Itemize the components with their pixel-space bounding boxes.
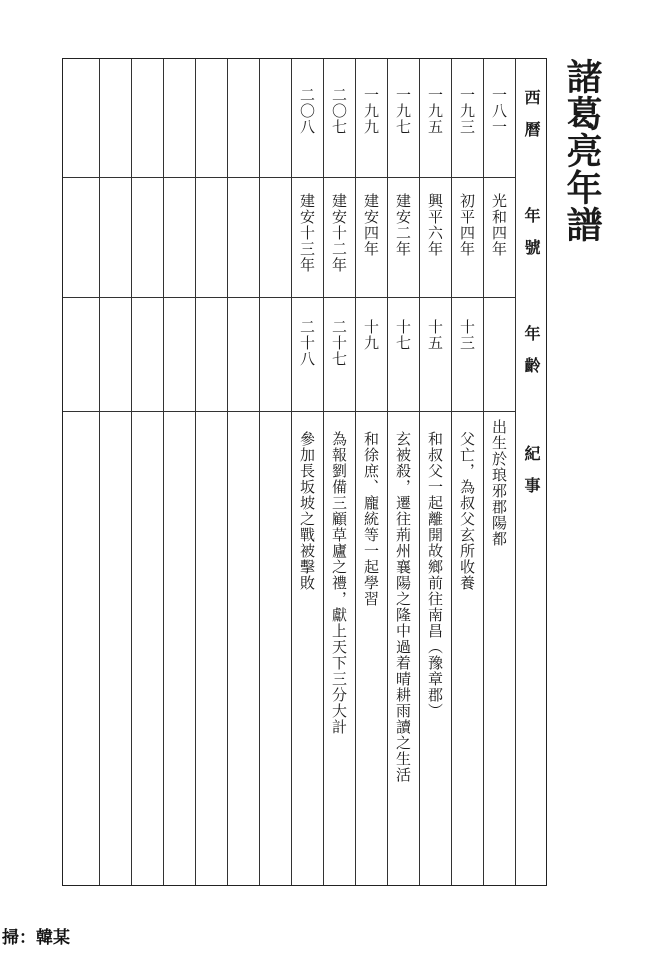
column-divider xyxy=(99,59,100,885)
column-divider xyxy=(387,59,388,885)
year-cell: 一九三 xyxy=(458,87,476,135)
page-title: 諸葛亮年譜 xyxy=(561,58,603,243)
era-cell: 建安二年 xyxy=(394,193,412,257)
column-divider xyxy=(195,59,196,885)
event-cell: 參加長坂坡之戰被擊敗 xyxy=(298,431,316,591)
field-divider xyxy=(63,297,515,298)
year-cell: 一九七 xyxy=(394,87,412,135)
header-age: 年 齡 xyxy=(522,325,541,373)
field-divider xyxy=(63,177,515,178)
era-cell: 光和四年 xyxy=(490,193,508,257)
column-divider xyxy=(259,59,260,885)
column-divider xyxy=(355,59,356,885)
column-divider xyxy=(451,59,452,885)
column-divider xyxy=(163,59,164,885)
year-cell: 二〇八 xyxy=(298,87,316,135)
event-cell: 和徐庶、龐統等一起學習 xyxy=(362,431,380,607)
era-cell: 建安四年 xyxy=(362,193,380,257)
field-divider xyxy=(63,411,515,412)
age-cell: 十七 xyxy=(394,319,412,351)
header-event: 紀 事 xyxy=(522,445,541,493)
event-cell: 和叔父一起離開故鄉前往南昌（豫章郡） xyxy=(426,431,444,719)
column-divider xyxy=(227,59,228,885)
era-cell: 興平六年 xyxy=(426,193,444,257)
scan-credit: 掃：韓某 xyxy=(2,928,70,948)
event-cell: 出生於琅邪郡陽都 xyxy=(490,419,508,547)
column-divider xyxy=(419,59,420,885)
column-divider xyxy=(323,59,324,885)
column-divider xyxy=(515,59,516,885)
column-divider xyxy=(483,59,484,885)
header-year: 西 曆 xyxy=(522,89,541,137)
age-cell: 十三 xyxy=(458,319,476,351)
column-divider xyxy=(291,59,292,885)
era-cell: 初平四年 xyxy=(458,193,476,257)
event-cell: 玄被殺，遷往荊州襄陽之隆中過着晴耕雨讀之生活 xyxy=(394,431,412,783)
year-cell: 二〇七 xyxy=(330,87,348,135)
year-cell: 一九五 xyxy=(426,87,444,135)
chronology-table xyxy=(62,58,547,886)
age-cell: 二十七 xyxy=(330,319,348,367)
era-cell: 建安十三年 xyxy=(298,193,316,273)
year-cell: 一八一 xyxy=(490,87,508,135)
event-cell: 父亡，為叔父玄所收養 xyxy=(458,431,476,591)
year-cell: 一九九 xyxy=(362,87,380,135)
era-cell: 建安十二年 xyxy=(330,193,348,273)
event-cell: 為報劉備三顧草廬之禮，獻上天下三分大計 xyxy=(330,431,348,735)
column-divider xyxy=(131,59,132,885)
header-era: 年 號 xyxy=(522,207,541,255)
age-cell: 二十八 xyxy=(298,319,316,367)
age-cell: 十九 xyxy=(362,319,380,351)
age-cell: 十五 xyxy=(426,319,444,351)
